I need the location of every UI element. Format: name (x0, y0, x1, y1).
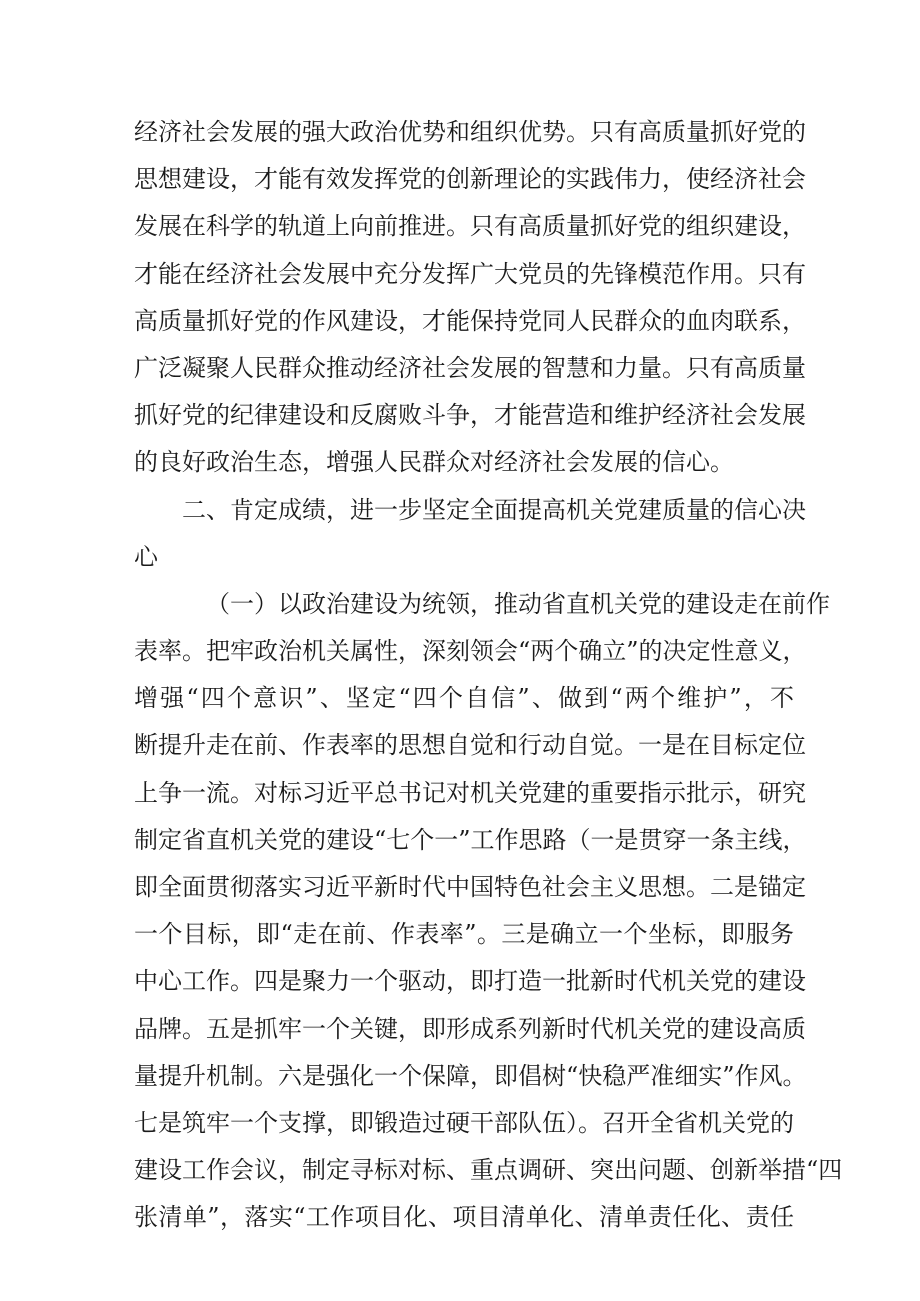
paragraph-1-line-5: 高质量抓好党的作风建设，才能保持党同人民群众的血肉联系， (134, 306, 806, 335)
paragraph-1-line-6: 广泛凝聚人民群众推动经济社会发展的智慧和力量。只有高质量 (134, 353, 806, 382)
section-heading-line-2: 心 (134, 542, 158, 571)
paragraph-1-line-4: 才能在经济社会发展中充分发挥广大党员的先锋模范作用。只有 (134, 259, 806, 288)
paragraph-2-line-9: 中心工作。四是聚力一个驱动，即打造一批新时代机关党的建设 (134, 967, 806, 996)
paragraph-2-line-1: （一）以政治建设为统领，推动省直机关党的建设走在前作 (206, 589, 830, 618)
document-body (134, 112, 843, 1245)
paragraph-1-line-8: 的良好政治生态，增强人民群众对经济社会发展的信心。 (134, 448, 734, 477)
paragraph-2-line-13: 建设工作会议，制定寻标对标、重点调研、突出问题、创新举措“四 (134, 1156, 843, 1185)
paragraph-2-line-14: 张清单”，落实“工作项目化、项目清单化、清单责任化、责任 (134, 1203, 794, 1232)
section-heading-line-1: 二、肯定成绩，进一步坚定全面提高机关党建质量的信心决 (182, 495, 806, 524)
paragraph-1-line-2: 思想建设，才能有效发挥党的创新理论的实践伟力，使经济社会 (134, 165, 806, 194)
paragraph-2-line-3: 增强“四个意识”、坚定“四个自信”、做到“两个维护”，不 (134, 684, 794, 713)
paragraph-2-line-7: 即全面贯彻落实习近平新时代中国特色社会主义思想。二是锚定 (134, 873, 806, 901)
paragraph-2-line-8: 一个目标，即“走在前、作表率”。三是确立一个坐标，即服务 (134, 920, 794, 949)
paragraph-2-line-10: 品牌。五是抓牢一个关键，即形成系列新时代机关党的建设高质 (134, 1014, 806, 1043)
paragraph-2-line-12: 七是筑牢一个支撑，即锻造过硬干部队伍）。召开全省机关党的 (134, 1108, 794, 1137)
paragraph-2-line-5: 上争一流。对标习近平总书记对机关党建的重要指示批示，研究 (134, 778, 806, 807)
paragraph-1-line-7: 抓好党的纪律建设和反腐败斗争，才能营造和维护经济社会发展 (134, 401, 806, 430)
paragraph-2-line-2: 表率。把牢政治机关属性，深刻领会“两个确立”的决定性意义， (134, 637, 807, 666)
paragraph-1-line-1: 经济社会发展的强大政治优势和组织优势。只有高质量抓好党的 (134, 118, 806, 146)
paragraph-2-line-4: 断提升走在前、作表率的思想自觉和行动自觉。一是在目标定位 (134, 731, 806, 760)
paragraph-2-line-11: 量提升机制。六是强化一个保障，即倡树“快稳严准细实”作风。 (134, 1061, 807, 1090)
paragraph-2-line-6: 制定省直机关党的建设“七个一”工作思路（一是贯穿一条主线， (134, 825, 807, 854)
paragraph-1-line-3: 发展在科学的轨道上向前推进。只有高质量抓好党的组织建设， (134, 212, 806, 241)
